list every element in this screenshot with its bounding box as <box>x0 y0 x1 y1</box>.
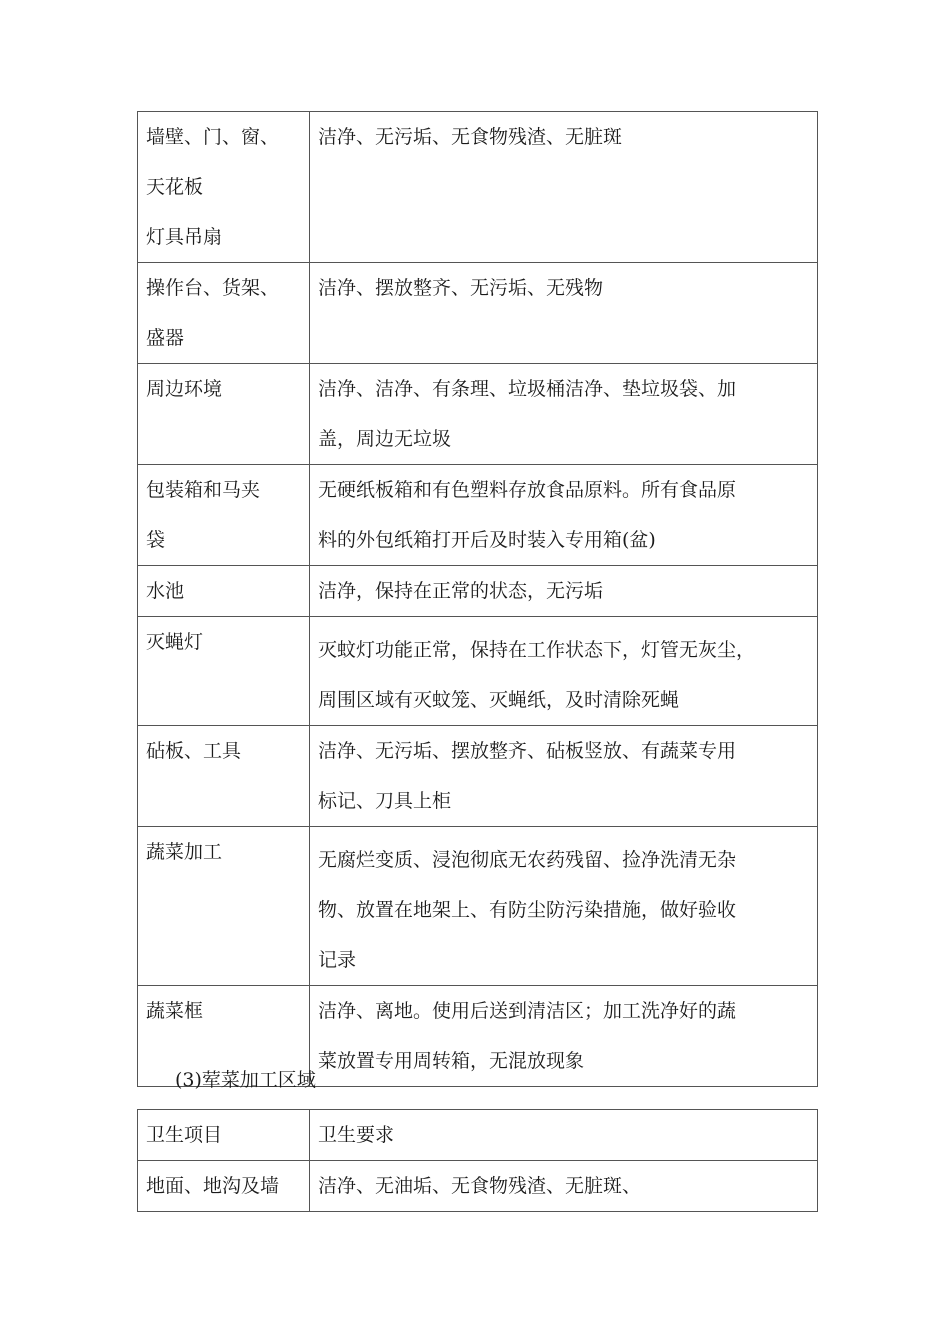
item-cell: 周边环境 <box>138 364 310 465</box>
requirement-cell: 灭蚊灯功能正常，保持在工作状态下，灯管无灰尘， 周围区域有灭蚊笼、灭蝇纸，及时清除死蝇 <box>310 617 818 726</box>
table-row <box>138 726 818 827</box>
table-row <box>138 465 818 566</box>
requirement-cell: 洁净、无污垢、摆放整齐、砧板竖放、有蔬菜专用 标记、刀具上柜 <box>310 726 818 827</box>
item-cell: 砧板、工具 <box>138 726 310 827</box>
table-header-row <box>138 1110 818 1161</box>
table-row <box>138 566 818 617</box>
item-cell: 墙壁、门、窗、 天花板 灯具吊扇 <box>138 112 310 263</box>
item-cell: 操作台、货架、 盛器 <box>138 263 310 364</box>
table-row <box>138 112 818 263</box>
item-cell: 灭蝇灯 <box>138 617 310 726</box>
item-cell: 蔬菜框 <box>138 986 310 1087</box>
header-item-cell: 卫生项目 <box>138 1110 310 1161</box>
item-cell: 地面、地沟及墙 <box>138 1161 310 1212</box>
item-cell: 水池 <box>138 566 310 617</box>
requirement-cell: 洁净、无污垢、无食物残渣、无脏斑 <box>310 112 818 263</box>
hygiene-table-meat <box>137 1109 818 1212</box>
requirement-cell: 洁净，保持在正常的状态，无污垢 <box>310 566 818 617</box>
requirement-cell: 洁净、无油垢、无食物残渣、无脏斑、 <box>310 1161 818 1212</box>
requirement-cell: 洁净、离地。使用后送到清洁区；加工洗净好的蔬 菜放置专用周转箱，无混放现象 <box>310 986 818 1087</box>
table-row <box>138 617 818 726</box>
table-row <box>138 263 818 364</box>
requirement-cell: 洁净、摆放整齐、无污垢、无残物 <box>310 263 818 364</box>
section-heading: (3)荤菜加工区域 <box>175 1069 316 1091</box>
table-row <box>138 1161 818 1212</box>
item-cell: 包装箱和马夹 袋 <box>138 465 310 566</box>
requirement-cell: 洁净、洁净、有条理、垃圾桶洁净、垫垃圾袋、加 盖，周边无垃圾 <box>310 364 818 465</box>
table-row <box>138 364 818 465</box>
requirement-cell: 无腐烂变质、浸泡彻底无农药残留、捡净洗清无杂 物、放置在地架上、有防尘防污染措施，做好验收 记录 <box>310 827 818 986</box>
requirement-cell: 无硬纸板箱和有色塑料存放食品原料。所有食品原 料的外包纸箱打开后及时装入专用箱(盆) <box>310 465 818 566</box>
table-row <box>138 827 818 986</box>
header-requirement-cell: 卫生要求 <box>310 1110 818 1161</box>
hygiene-table-vegetable <box>137 111 818 1087</box>
item-cell: 蔬菜加工 <box>138 827 310 986</box>
